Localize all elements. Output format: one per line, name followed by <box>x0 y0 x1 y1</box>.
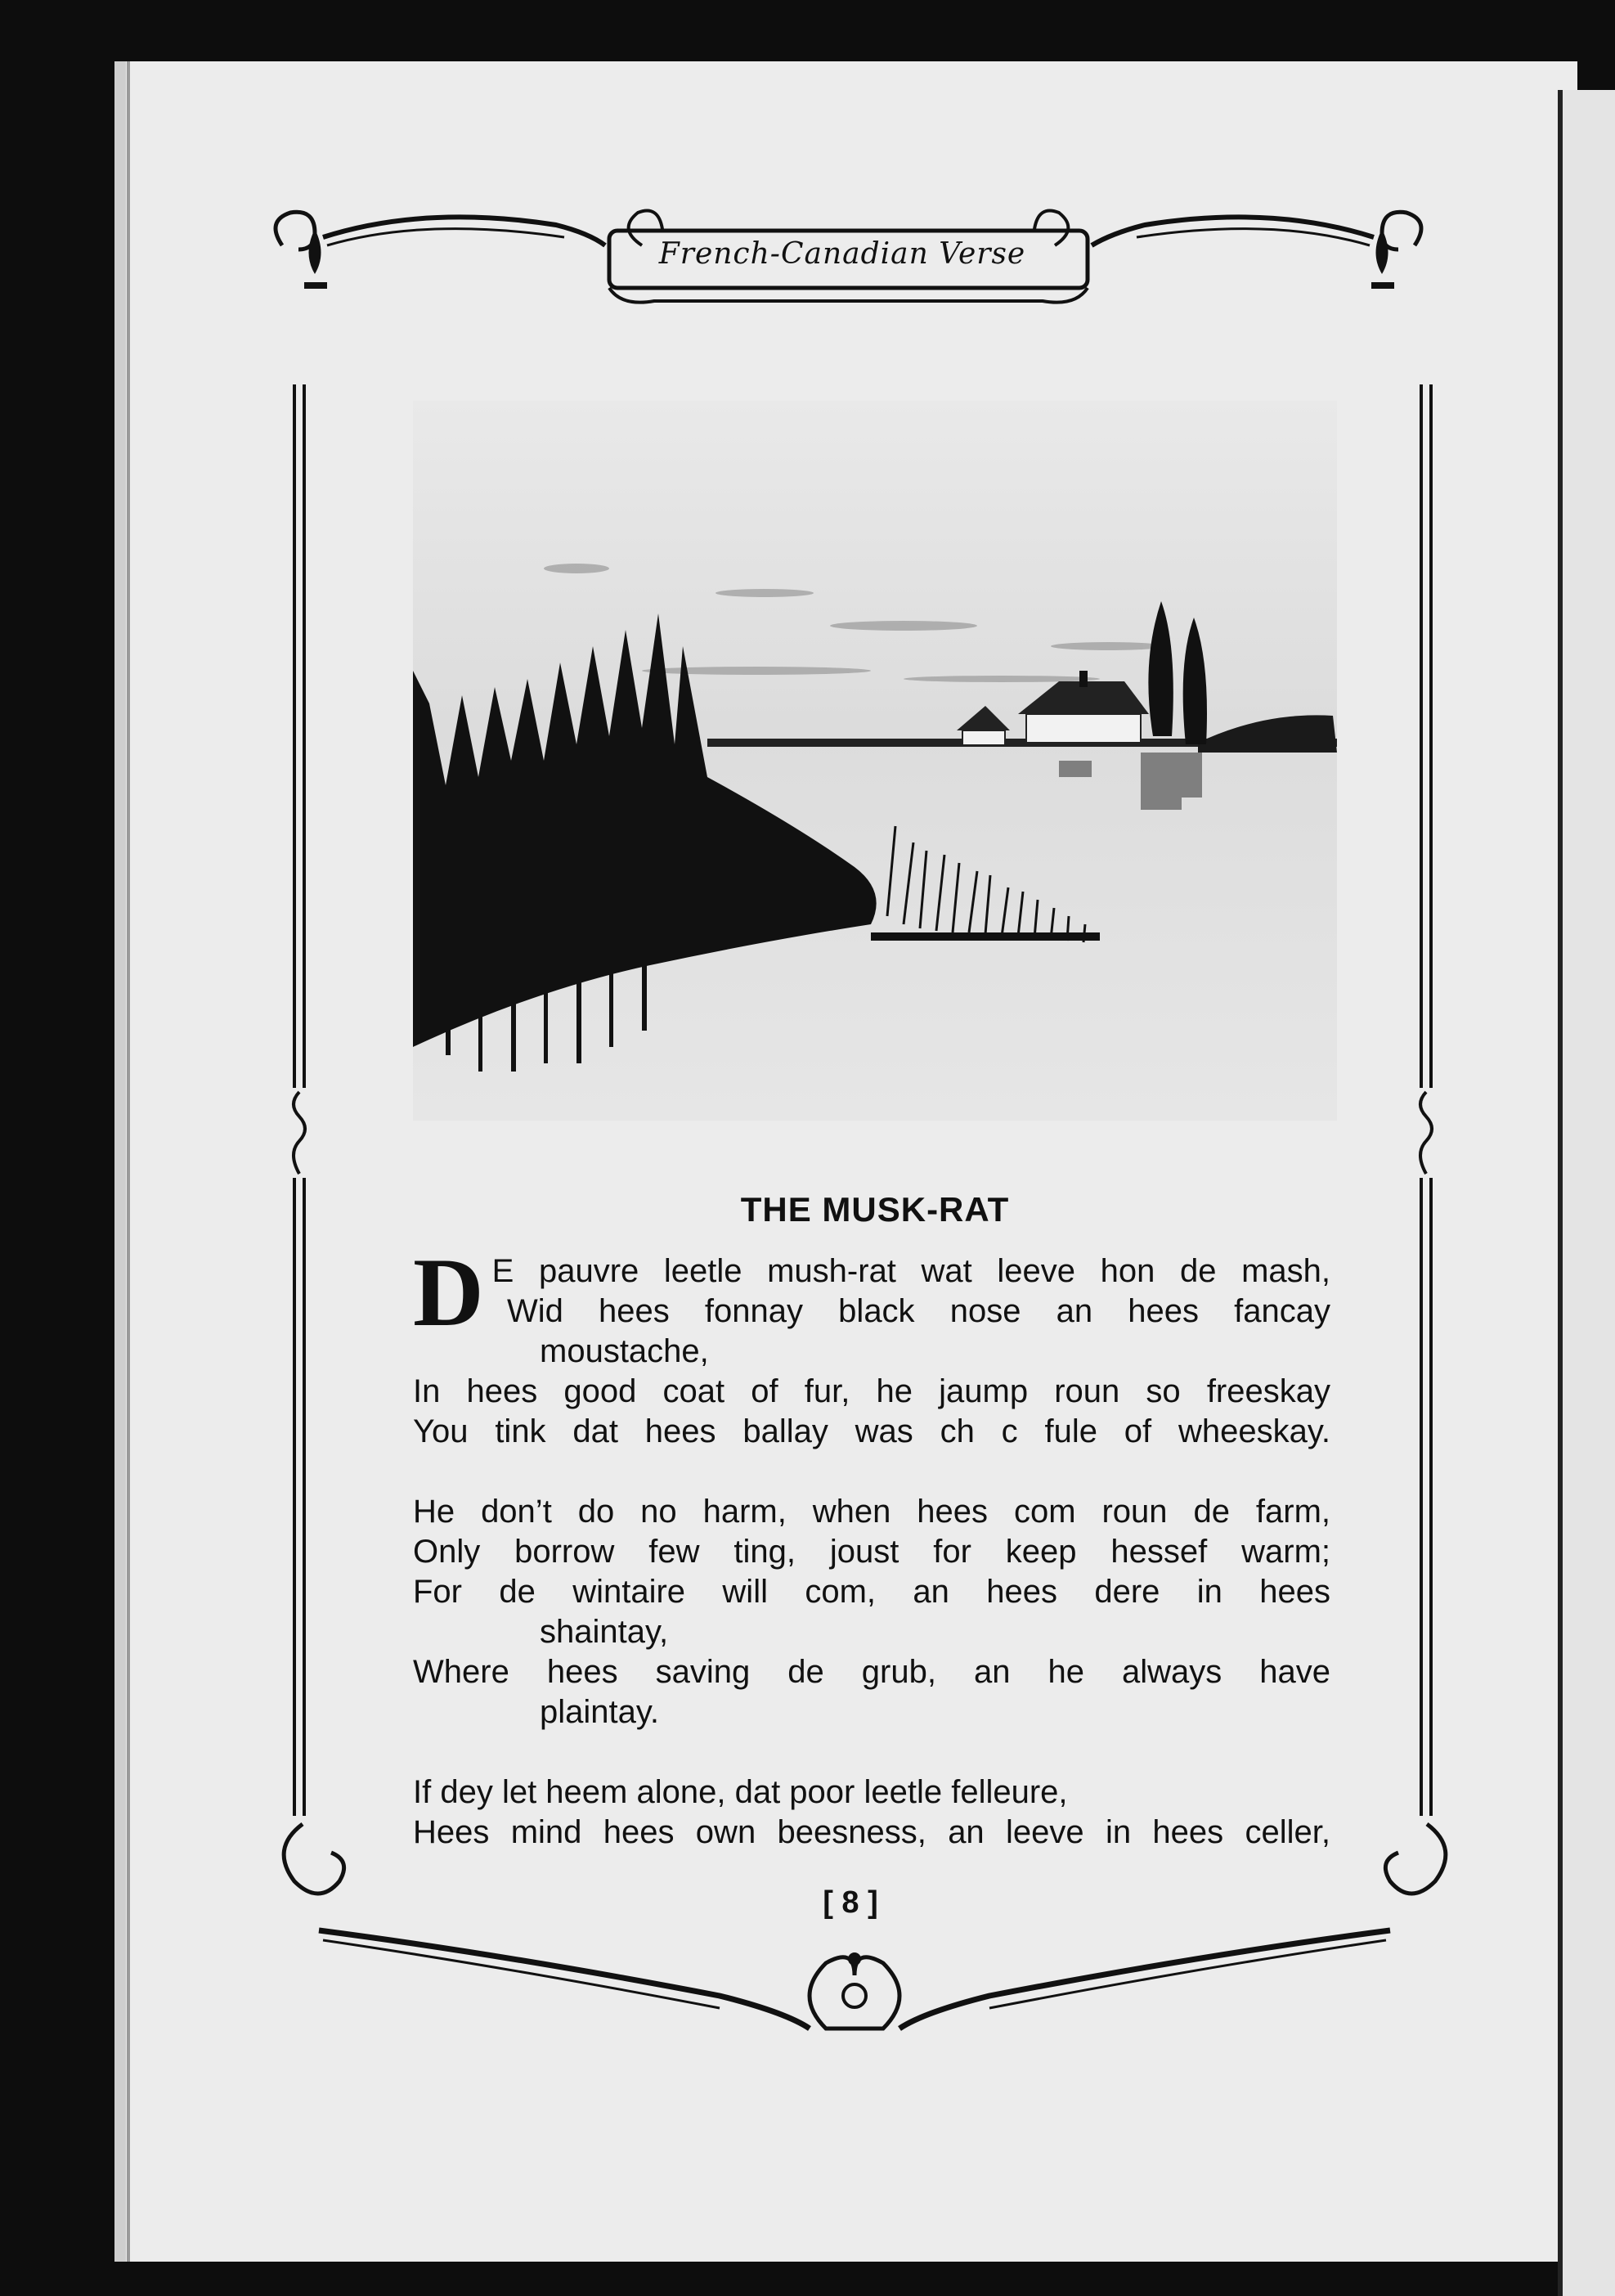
stanza-2 <box>413 1492 1330 1732</box>
poem-line: Where hees saving de grub, an he always have <box>413 1654 1330 1690</box>
poem-line: Hees mind hees own beesness, an leeve in hees celler, <box>413 1814 1330 1850</box>
stanza-3 <box>413 1773 1330 1853</box>
poem-line: Wid hees fonnay black nose an hees fancay <box>507 1293 1330 1329</box>
poem-line: For de wintaire will com, an hees dere in hees <box>413 1574 1330 1610</box>
stanza-1 <box>413 1238 1330 1452</box>
poem-line: E pauvre leetle mush-rat wat leeve hon de mash, <box>491 1253 1330 1289</box>
poem-line: You tink dat hees ballay was ch c fule of wheeskay. <box>413 1413 1330 1449</box>
page-number: [ 8 ] <box>823 1885 878 1920</box>
lake-with-reeds-and-farmhouse-illustration <box>413 401 1337 1121</box>
poem-line: In hees good coat of fur, he jaump roun so freeskay <box>413 1373 1330 1409</box>
poem-line: moustache, <box>540 1333 709 1369</box>
poem-line: If dey let heem alone, dat poor leetle felleure, <box>413 1774 1068 1810</box>
running-header-title: French-Canadian Verse <box>658 237 1026 271</box>
drop-cap: D <box>413 1238 484 1346</box>
poem-line: Only borrow few ting, joust for keep hessef warm; <box>413 1534 1330 1570</box>
poem-line: He don’t do no harm, when hees com roun de farm, <box>413 1494 1330 1530</box>
poem-line: shaintay, <box>540 1614 669 1650</box>
poem-title: THE MUSK-RAT <box>740 1190 1010 1229</box>
poem-body <box>413 1238 1330 1893</box>
poem-line: plaintay. <box>540 1694 660 1730</box>
